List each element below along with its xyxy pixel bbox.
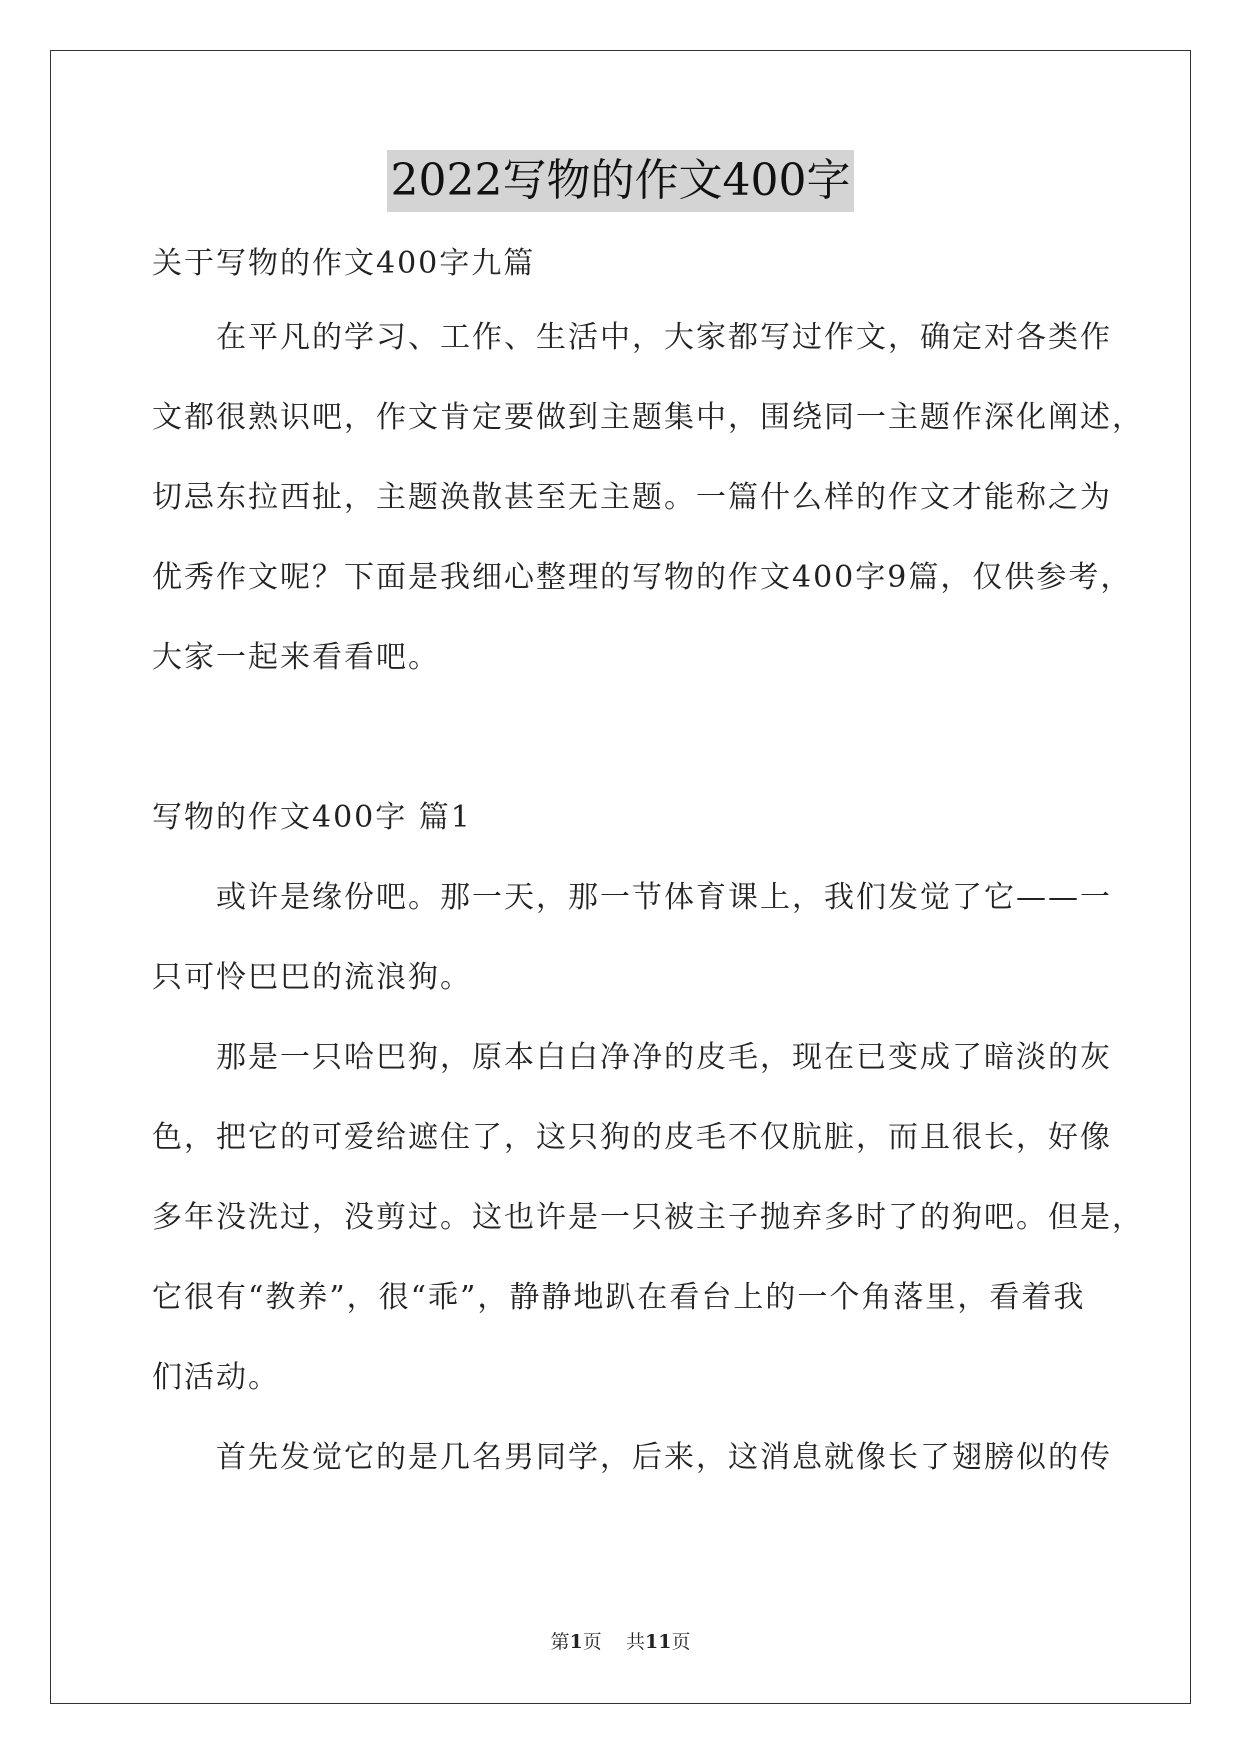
intro-line: 大家一起来看看吧。 bbox=[152, 640, 440, 675]
page-footer bbox=[0, 1627, 1241, 1654]
title-text: 2022写物的作文400字 bbox=[387, 150, 855, 212]
paragraph-line: 多年没洗过，没剪过。这也许是一只被主子抛弃多时了的狗吧。但是， bbox=[152, 1200, 1144, 1235]
paragraph-line: 那是一只哈巴狗，原本白白净净的皮毛，现在已变成了暗淡的灰 bbox=[216, 1040, 1112, 1075]
paragraph-line: 只可怜巴巴的流浪狗。 bbox=[152, 960, 472, 995]
paragraph-line: 们活动。 bbox=[152, 1360, 280, 1395]
intro-line: 优秀作文呢？下面是我细心整理的写物的作文400字9篇，仅供参考， bbox=[152, 560, 1133, 595]
paragraph-line: 首先发觉它的是几名男同学，后来，这消息就像长了翅膀似的传 bbox=[216, 1440, 1112, 1475]
footer-prefix: 第 bbox=[550, 1631, 570, 1653]
intro-line: 切忌东拉西扯，主题涣散甚至无主题。一篇什么样的作文才能称之为 bbox=[152, 480, 1112, 515]
paragraph-line: 它很有“教养”，很“乖”，静静地趴在看台上的一个角落里，看着我 bbox=[152, 1280, 1086, 1315]
footer-total-prefix: 共 bbox=[625, 1631, 645, 1653]
footer-page-unit: 页 bbox=[582, 1631, 602, 1653]
subtitle: 关于写物的作文400字九篇 bbox=[152, 246, 536, 281]
footer-total-unit: 页 bbox=[671, 1631, 691, 1653]
intro-line: 在平凡的学习、工作、生活中，大家都写过作文，确定对各类作 bbox=[216, 320, 1112, 355]
document-title bbox=[0, 150, 1241, 212]
section-heading: 写物的作文400字 篇1 bbox=[152, 800, 472, 835]
paragraph-line: 色，把它的可爱给遮住了，这只狗的皮毛不仅肮脏，而且很长，好像 bbox=[152, 1120, 1112, 1155]
footer-total-pages: 11 bbox=[644, 1631, 672, 1653]
footer-current-page: 1 bbox=[569, 1631, 583, 1653]
intro-line: 文都很熟识吧，作文肯定要做到主题集中，围绕同一主题作深化阐述， bbox=[152, 400, 1144, 435]
paragraph-line: 或许是缘份吧。那一天，那一节体育课上，我们发觉了它——一 bbox=[216, 880, 1112, 915]
